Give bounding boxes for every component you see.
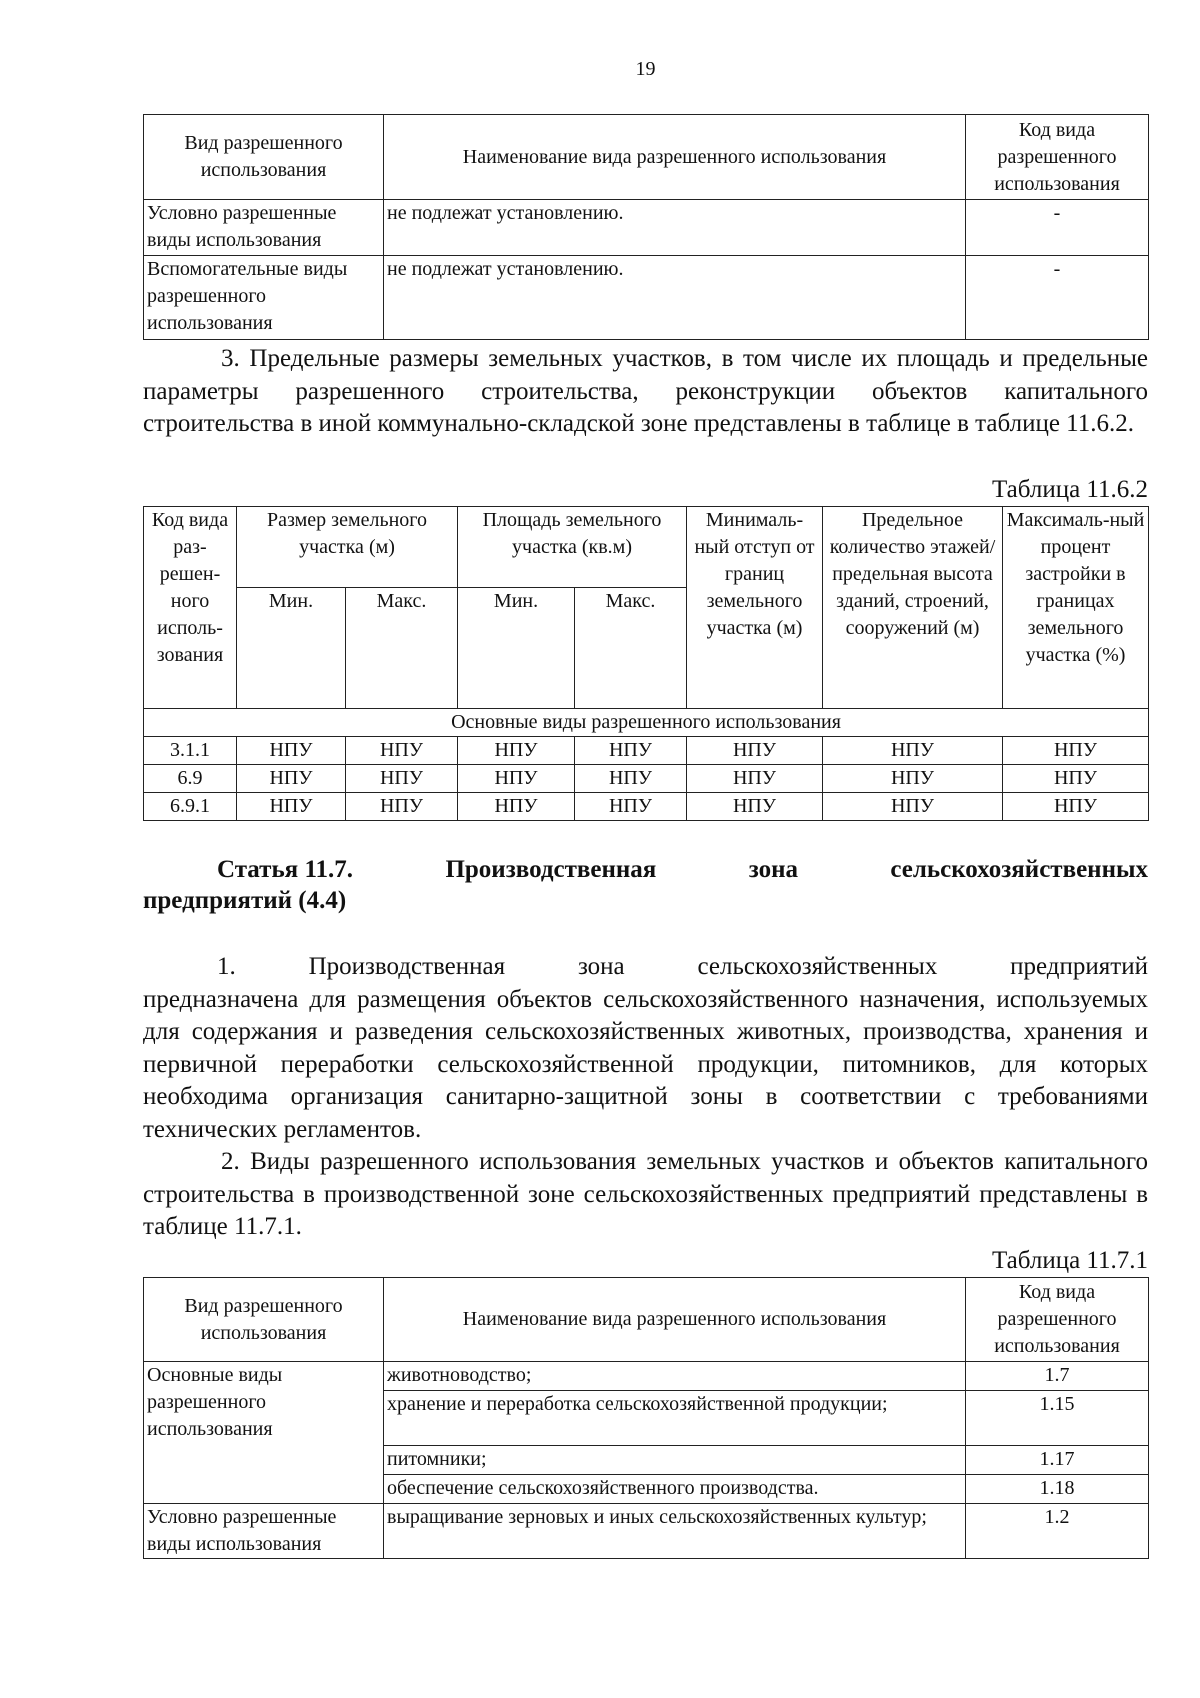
cell-group-basic: Основные виды разрешенного использования	[144, 1362, 384, 1504]
para-1-body: предназначена для размещения объектов сельскохозяйственного назначения, используемых для содержания и разведения сельскохозяйственных животных, производства, хранения и первичной переработки сельскохозяйственной продукции, питомников, для которых необходима организация санитарно-защитной зоны в соответствии с требованиями технических регламентов.	[143, 985, 1148, 1143]
header-use-code: Код вида разрешенного использования	[966, 1278, 1149, 1362]
cell-value: НПУ	[687, 765, 823, 793]
cell-use-code: -	[966, 200, 1149, 256]
cell-use-name: не подлежат установлению.	[384, 200, 966, 256]
cell-use-code: 1.2	[966, 1504, 1149, 1559]
header-area-max: Макс.	[575, 588, 687, 709]
cell-value: НПУ	[575, 765, 687, 793]
table-row	[144, 765, 1149, 793]
table-row	[144, 200, 1149, 256]
header-size-max: Макс.	[346, 588, 458, 709]
para-word: 1.	[217, 953, 236, 980]
header-area-min: Мин.	[458, 588, 575, 709]
table-row	[144, 1362, 1149, 1391]
heading-line-2: предприятий (4.4)	[143, 887, 347, 914]
para-word: сельскохозяйственных	[697, 953, 938, 980]
article-heading	[143, 854, 1148, 916]
header-max-percent: Максималь-ный процент застройки в границах земельного участка (%)	[1003, 507, 1149, 709]
cell-use-name: животноводство;	[384, 1362, 966, 1391]
para-word: Производственная	[308, 953, 506, 980]
cell-use-name: хранение и переработка сельскохозяйственной продукции;	[384, 1391, 966, 1446]
cell-value: НПУ	[687, 737, 823, 765]
cell-value: НПУ	[346, 793, 458, 821]
paragraph-2: 2. Виды разрешенного использования земельных участков и объектов капитального строительства в производственной зоне сельскохозяйственных предприятий представлены в таблице 11.7.1.	[143, 1148, 1148, 1240]
header-size-min: Мин.	[237, 588, 346, 709]
cell-value: НПУ	[823, 793, 1003, 821]
cell-group-conditional: Условно разрешенные виды использования	[144, 1504, 384, 1559]
cell-use-name: обеспечение сельскохозяйственного производства.	[384, 1475, 966, 1504]
cell-value: НПУ	[237, 737, 346, 765]
cell-code: 6.9.1	[144, 793, 237, 821]
cell-value: НПУ	[346, 737, 458, 765]
cell-value: НПУ	[575, 793, 687, 821]
header-min-setback: Минималь-ный отступ от границ земельного участка (м)	[687, 507, 823, 709]
heading-word: зона	[748, 856, 798, 883]
heading-word: Статья 11.7.	[217, 856, 354, 883]
cell-use-name: питомники;	[384, 1446, 966, 1475]
cell-use-type: Вспомогательные виды разрешенного использования	[144, 256, 384, 340]
cell-value: НПУ	[458, 765, 575, 793]
cell-code: 6.9	[144, 765, 237, 793]
header-use-type: Вид разрешенного использования	[144, 115, 384, 200]
cell-use-type: Условно разрешенные виды использования	[144, 200, 384, 256]
header-use-name: Наименование вида разрешенного использования	[384, 1278, 966, 1362]
cell-value: НПУ	[237, 765, 346, 793]
header-plot-size: Размер земельного участка (м)	[237, 507, 458, 588]
cell-use-code: 1.15	[966, 1391, 1149, 1446]
table-row	[144, 793, 1149, 821]
cell-value: НПУ	[1003, 737, 1149, 765]
cell-value: НПУ	[346, 765, 458, 793]
header-use-type: Вид разрешенного использования	[144, 1278, 384, 1362]
page-number: 19	[635, 58, 656, 80]
heading-word: сельскохозяйственных	[890, 856, 1148, 883]
cell-code: 3.1.1	[144, 737, 237, 765]
cell-value: НПУ	[1003, 765, 1149, 793]
table-row	[144, 256, 1149, 340]
paragraph-1	[143, 951, 1148, 1146]
table-caption-11-6-2: Таблица 11.6.2	[992, 476, 1148, 503]
cell-value: НПУ	[1003, 793, 1149, 821]
cell-value: НПУ	[687, 793, 823, 821]
table-permitted-use-agri	[143, 1277, 1149, 1559]
header-code: Код вида раз-решен-ного исполь-зования	[144, 507, 237, 709]
para-word: зона	[577, 953, 625, 980]
cell-use-code: 1.17	[966, 1446, 1149, 1475]
cell-use-code: 1.18	[966, 1475, 1149, 1504]
cell-value: НПУ	[823, 765, 1003, 793]
cell-value: НПУ	[823, 737, 1003, 765]
table-caption-11-7-1: Таблица 11.7.1	[992, 1247, 1148, 1274]
paragraph-limits: 3. Предельные размеры земельных участков, в том числе их площадь и предельные параметры разрешенного строительства, реконструкции объектов капитального строительства в иной коммунально-складской зоне представлены в таблице в таблице 11.6.2.	[143, 345, 1148, 437]
cell-use-name: выращивание зерновых и иных сельскохозяйственных культур;	[384, 1504, 966, 1559]
para-word: предприятий	[1010, 953, 1148, 980]
section-title-basic-uses: Основные виды разрешенного использования	[144, 709, 1149, 737]
header-use-name: Наименование вида разрешенного использования	[384, 115, 966, 200]
table-row	[144, 1504, 1149, 1559]
header-plot-area: Площадь земельного участка (кв.м)	[458, 507, 687, 588]
heading-word: Производственная	[445, 856, 657, 883]
cell-use-code: -	[966, 256, 1149, 340]
table-row	[144, 737, 1149, 765]
table-permitted-use-continued	[143, 114, 1149, 340]
cell-use-code: 1.7	[966, 1362, 1149, 1391]
cell-value: НПУ	[575, 737, 687, 765]
cell-use-name: не подлежат установлению.	[384, 256, 966, 340]
cell-value: НПУ	[237, 793, 346, 821]
cell-value: НПУ	[458, 737, 575, 765]
header-floors-height: Предельное количество этажей/ предельная высота зданий, строений, сооружений (м)	[823, 507, 1003, 709]
header-use-code: Код вида разрешенного использования	[966, 115, 1149, 200]
table-limit-parameters	[143, 506, 1149, 821]
cell-value: НПУ	[458, 793, 575, 821]
